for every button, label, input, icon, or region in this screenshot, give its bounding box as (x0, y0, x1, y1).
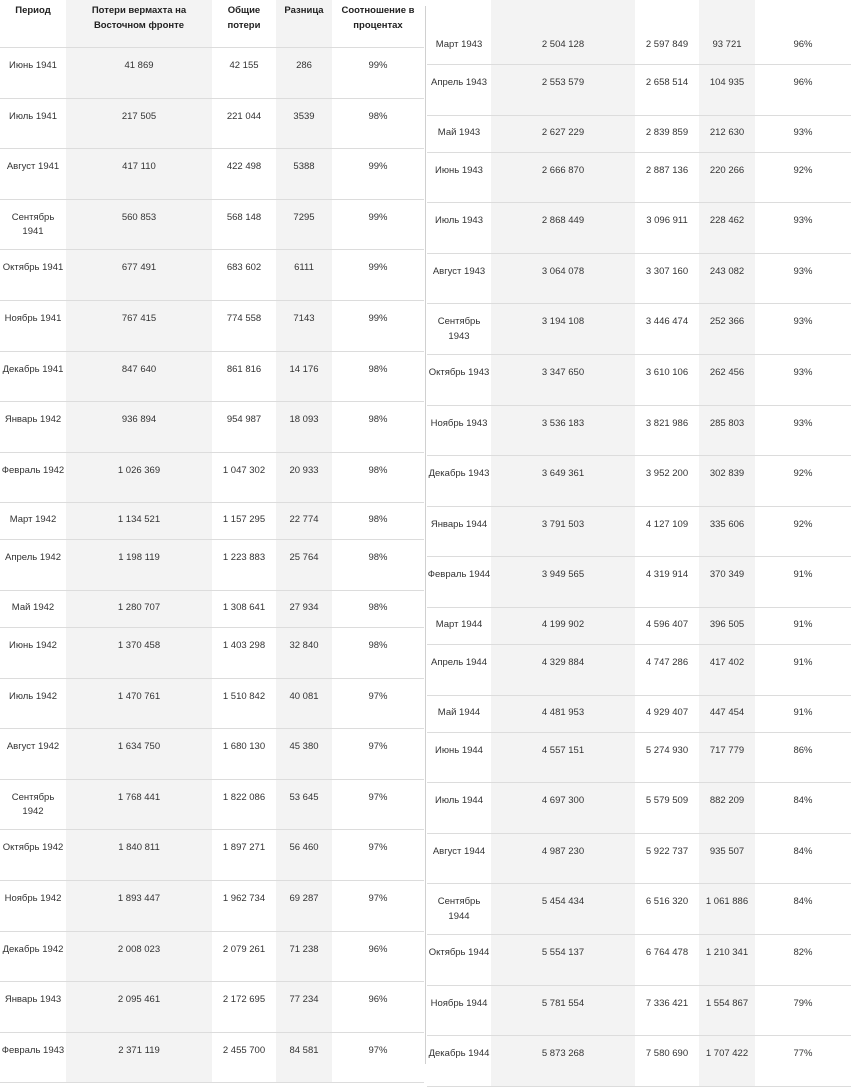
ratio-cell: 98% (368, 414, 388, 426)
losses-table-right (427, 0, 851, 1087)
period-cell: Март 1942 (9, 514, 57, 526)
difference-cell: 6111 (294, 262, 314, 274)
east-losses-cell: 4 697 300 (541, 795, 585, 807)
table-row (0, 503, 424, 540)
ratio-cell: 91% (793, 706, 813, 718)
total-losses-cell: 42 155 (229, 60, 259, 71)
table-row (427, 733, 851, 784)
total-losses-cell: 2 597 849 (645, 39, 689, 50)
difference-cell: 18 093 (289, 414, 319, 426)
east-losses-cell: 3 194 108 (541, 316, 585, 328)
period-cell: Октябрь 1942 (2, 842, 64, 854)
east-losses-cell: 3 536 183 (541, 417, 585, 429)
difference-cell: 3539 (293, 110, 315, 122)
ratio-cell: 98% (368, 552, 388, 564)
total-losses-cell: 2 887 136 (645, 164, 689, 176)
table-row (427, 935, 851, 986)
east-losses-cell: 2 627 229 (541, 126, 585, 138)
difference-cell: 27 934 (289, 602, 319, 613)
east-losses-cell: 560 853 (121, 211, 157, 223)
east-losses-cell: 1 840 811 (118, 842, 160, 854)
ratio-cell: 92% (793, 518, 813, 530)
difference-cell: 252 366 (709, 316, 745, 328)
difference-cell: 104 935 (709, 77, 745, 88)
ratio-cell: 96% (368, 994, 388, 1006)
east-losses-cell: 2 666 870 (541, 164, 585, 176)
east-losses-cell: 1 768 441 (117, 791, 161, 803)
east-losses-cell: 677 491 (121, 262, 157, 274)
east-losses-cell: 3 791 503 (541, 518, 585, 530)
period-cell: Июнь 1941 (9, 60, 57, 71)
ratio-cell: 91% (793, 657, 813, 668)
east-losses-cell: 3 949 565 (541, 569, 585, 581)
difference-cell: 56 460 (289, 842, 319, 854)
total-losses-cell: 954 987 (226, 414, 262, 426)
period-cell: Ноябрь 1941 (4, 313, 62, 324)
east-losses-cell: 2 868 449 (541, 215, 585, 227)
east-losses-cell: 2 553 579 (541, 77, 585, 88)
east-losses-cell: 41 869 (124, 60, 154, 71)
east-losses-cell: 217 505 (121, 110, 157, 122)
ratio-cell: 97% (368, 893, 388, 904)
period-cell: Сентябрь 1944 (437, 896, 481, 922)
table-row (0, 932, 424, 983)
total-losses-cell: 1 962 734 (222, 893, 266, 904)
total-losses-cell: 1 157 295 (222, 514, 266, 526)
table-row (0, 628, 424, 679)
period-cell: Август 1944 (432, 845, 486, 857)
table-row (427, 884, 851, 935)
ratio-cell: 99% (368, 211, 388, 223)
ratio-cell: 77% (793, 1048, 813, 1060)
ratio-cell: 91% (793, 619, 813, 630)
difference-cell: 882 209 (709, 795, 745, 807)
table-row (0, 200, 424, 251)
period-cell: Декабрь 1942 (2, 943, 64, 955)
east-losses-cell: 1 026 369 (117, 464, 161, 476)
table-row (427, 645, 851, 696)
difference-cell: 285 803 (709, 417, 745, 429)
header-east-losses: Потери вермахта на Восточном фронте (91, 5, 187, 31)
difference-cell: 220 266 (709, 164, 745, 176)
ratio-cell: 98% (368, 363, 388, 375)
total-losses-cell: 5 579 509 (645, 795, 689, 807)
period-cell: Январь 1944 (430, 518, 488, 530)
total-losses-cell: 4 127 109 (645, 518, 689, 530)
table-row (427, 608, 851, 645)
ratio-cell: 97% (368, 842, 388, 854)
header-period: Период (15, 5, 51, 16)
table-row (427, 203, 851, 254)
period-cell: Февраль 1943 (1, 1044, 65, 1056)
total-losses-cell: 5 922 737 (645, 845, 689, 857)
period-cell: Август 1942 (6, 741, 60, 753)
period-cell: Февраль 1944 (427, 569, 491, 581)
table-row (427, 28, 851, 65)
total-losses-cell: 4 596 407 (645, 619, 689, 630)
total-losses-cell: 2 839 859 (645, 126, 689, 138)
difference-cell: 262 456 (709, 367, 745, 378)
period-cell: Июль 1942 (8, 690, 57, 702)
total-losses-cell: 3 952 200 (645, 468, 689, 480)
difference-cell: 84 581 (289, 1044, 319, 1056)
difference-cell: 69 287 (289, 893, 319, 904)
period-cell: Август 1941 (6, 161, 60, 173)
period-cell: Ноябрь 1943 (430, 417, 488, 429)
table-row (0, 48, 424, 99)
ratio-cell: 82% (793, 947, 813, 958)
table-row (427, 406, 851, 457)
table-row (0, 453, 424, 504)
table-row (0, 591, 424, 628)
ratio-cell: 86% (793, 744, 813, 756)
difference-cell: 20 933 (289, 464, 319, 476)
difference-cell: 302 839 (709, 468, 745, 480)
ratio-cell: 98% (368, 110, 388, 122)
difference-cell: 93 721 (712, 39, 742, 50)
period-cell: Май 1942 (11, 602, 55, 613)
east-losses-cell: 3 347 650 (541, 367, 585, 378)
header-total-losses: Общие потери (227, 5, 261, 31)
difference-cell: 71 238 (289, 943, 319, 955)
difference-cell: 1 554 867 (705, 997, 749, 1009)
table-row (427, 304, 851, 355)
east-losses-cell: 1 893 447 (117, 893, 161, 904)
period-cell: Июль 1941 (8, 110, 57, 122)
east-losses-cell: 2 095 461 (117, 994, 161, 1006)
ratio-cell: 98% (368, 640, 388, 651)
ratio-cell: 93% (793, 265, 813, 277)
total-losses-cell: 1 897 271 (222, 842, 266, 854)
table-row (0, 881, 424, 932)
ratio-cell: 84% (793, 896, 813, 908)
period-cell: Апрель 1943 (431, 77, 487, 88)
column-divider (425, 6, 426, 1064)
total-losses-cell: 3 096 911 (646, 215, 688, 227)
period-cell: Ноябрь 1942 (4, 893, 62, 904)
east-losses-cell: 4 329 884 (541, 657, 585, 668)
period-cell: Октябрь 1941 (2, 262, 64, 274)
difference-cell: 7295 (293, 211, 315, 223)
losses-table-left (0, 0, 424, 1083)
east-losses-cell: 936 894 (121, 414, 157, 426)
total-losses-cell: 2 172 695 (222, 994, 266, 1006)
east-losses-cell: 5 873 268 (541, 1048, 585, 1060)
east-losses-cell: 1 280 707 (117, 602, 161, 613)
period-cell: Август 1943 (432, 265, 486, 277)
ratio-cell: 96% (793, 39, 813, 50)
total-losses-cell: 422 498 (226, 161, 262, 173)
total-losses-cell: 4 319 914 (645, 569, 689, 581)
header-ratio: Соотношение в процентах (341, 5, 415, 31)
east-losses-cell: 5 554 137 (541, 947, 585, 958)
table-row (427, 696, 851, 733)
total-losses-cell: 3 610 106 (645, 367, 689, 378)
ratio-cell: 93% (793, 417, 813, 429)
east-losses-cell: 2 371 119 (118, 1044, 160, 1056)
period-cell: Июль 1944 (434, 795, 483, 807)
ratio-cell: 92% (793, 468, 813, 480)
period-cell: Май 1943 (437, 126, 481, 138)
table-row (0, 982, 424, 1033)
east-losses-cell: 1 634 750 (117, 741, 161, 753)
table-row (427, 557, 851, 608)
total-losses-cell: 3 821 986 (645, 417, 689, 429)
period-cell: Апрель 1944 (431, 657, 487, 668)
difference-cell: 396 505 (709, 619, 745, 630)
total-losses-cell: 1 680 130 (222, 741, 266, 753)
total-losses-cell: 1 223 883 (222, 552, 266, 564)
ratio-cell: 91% (793, 569, 813, 581)
total-losses-cell: 2 079 261 (222, 943, 266, 955)
ratio-cell: 96% (368, 943, 388, 955)
period-cell: Июнь 1943 (435, 164, 483, 176)
ratio-cell: 98% (368, 602, 388, 613)
table-row (427, 65, 851, 116)
table-row (427, 783, 851, 834)
table-row (0, 729, 424, 780)
difference-cell: 228 462 (709, 215, 745, 227)
total-losses-cell: 221 044 (226, 110, 262, 122)
difference-cell: 286 (296, 60, 312, 71)
difference-cell: 212 630 (709, 126, 745, 138)
ratio-cell: 84% (793, 845, 813, 857)
ratio-cell: 93% (793, 316, 813, 328)
ratio-cell: 97% (368, 1044, 388, 1056)
period-cell: Июль 1943 (434, 215, 483, 227)
table-row (0, 540, 424, 591)
east-losses-cell: 5 454 434 (541, 896, 585, 908)
east-losses-cell: 767 415 (121, 313, 157, 324)
period-cell: Апрель 1942 (5, 552, 61, 564)
total-losses-cell: 2 455 700 (222, 1044, 266, 1056)
total-losses-cell: 7 336 421 (645, 997, 689, 1009)
east-losses-cell: 2 504 128 (541, 39, 585, 50)
ratio-cell: 84% (793, 795, 813, 807)
period-cell: Октябрь 1943 (428, 367, 490, 378)
total-losses-cell: 2 658 514 (645, 77, 689, 88)
ratio-cell: 99% (368, 262, 388, 274)
period-cell: Сентябрь 1942 (11, 791, 55, 818)
table-row (0, 780, 424, 831)
period-cell: Декабрь 1943 (428, 468, 490, 480)
ratio-cell: 98% (368, 514, 388, 526)
table-row (0, 352, 424, 403)
header-difference: Разница (284, 5, 324, 16)
table-row (0, 830, 424, 881)
difference-cell: 1 061 886 (705, 896, 749, 908)
period-cell: Декабрь 1944 (428, 1048, 490, 1060)
ratio-cell: 92% (793, 164, 813, 176)
difference-cell: 1 210 341 (705, 947, 749, 958)
difference-cell: 5388 (293, 161, 315, 173)
ratio-cell: 93% (793, 215, 813, 227)
difference-cell: 335 606 (709, 518, 745, 530)
table-row (427, 254, 851, 305)
table-row (427, 456, 851, 507)
ratio-cell: 93% (793, 367, 813, 378)
ratio-cell: 96% (793, 77, 813, 88)
difference-cell: 53 645 (289, 791, 319, 803)
total-losses-cell: 1 047 302 (222, 464, 266, 476)
total-losses-cell: 6 516 320 (645, 896, 689, 908)
difference-cell: 370 349 (709, 569, 745, 581)
east-losses-cell: 5 781 554 (541, 997, 585, 1009)
east-losses-cell: 2 008 023 (117, 943, 161, 955)
east-losses-cell: 1 198 119 (118, 552, 160, 564)
east-losses-cell: 3 649 361 (541, 468, 585, 480)
east-losses-cell: 4 199 902 (541, 619, 585, 630)
east-losses-cell: 847 640 (121, 363, 157, 375)
difference-cell: 25 764 (289, 552, 319, 564)
period-cell: Июнь 1942 (9, 640, 57, 651)
total-losses-cell: 4 747 286 (645, 657, 689, 668)
period-cell: Июнь 1944 (435, 744, 483, 756)
ratio-cell: 99% (368, 161, 388, 173)
total-losses-cell: 7 580 690 (645, 1048, 689, 1060)
total-losses-cell: 1 510 842 (222, 690, 266, 702)
table-row (0, 149, 424, 200)
period-cell: Март 1944 (435, 619, 483, 630)
total-losses-cell: 1 403 298 (222, 640, 266, 651)
total-losses-cell: 683 602 (226, 262, 262, 274)
difference-cell: 40 081 (289, 690, 319, 702)
total-losses-cell: 861 816 (226, 363, 262, 375)
ratio-cell: 97% (368, 791, 388, 803)
table-row (427, 986, 851, 1037)
east-losses-cell: 4 557 151 (541, 744, 585, 756)
difference-cell: 243 082 (709, 265, 745, 277)
period-cell: Декабрь 1941 (2, 363, 64, 375)
ratio-cell: 93% (793, 126, 813, 138)
total-losses-cell: 3 307 160 (645, 265, 689, 277)
east-losses-cell: 1 470 761 (117, 690, 161, 702)
difference-cell: 417 402 (709, 657, 745, 668)
period-cell: Январь 1942 (4, 414, 62, 426)
table-row (0, 301, 424, 352)
difference-cell: 22 774 (289, 514, 319, 526)
table-row (0, 99, 424, 150)
period-cell: Сентябрь 1941 (11, 211, 55, 238)
east-losses-cell: 4 987 230 (541, 845, 585, 857)
total-losses-cell: 774 558 (226, 313, 262, 324)
ratio-cell: 98% (368, 464, 388, 476)
period-cell: Май 1944 (437, 706, 481, 718)
difference-cell: 447 454 (709, 706, 745, 718)
ratio-cell: 99% (368, 60, 388, 71)
period-cell: Февраль 1942 (1, 464, 65, 476)
total-losses-cell: 4 929 407 (645, 706, 689, 718)
period-cell: Ноябрь 1944 (430, 997, 488, 1009)
total-losses-cell: 1 822 086 (222, 791, 266, 803)
table-row (427, 355, 851, 406)
period-cell: Сентябрь 1943 (437, 316, 481, 342)
difference-cell: 7143 (293, 313, 315, 324)
ratio-cell: 97% (368, 690, 388, 702)
difference-cell: 32 840 (289, 640, 319, 651)
east-losses-cell: 1 134 521 (117, 514, 161, 526)
table-row (427, 834, 851, 885)
table-row (0, 402, 424, 453)
table-row (427, 1036, 851, 1087)
period-cell: Октябрь 1944 (428, 947, 490, 958)
difference-cell: 77 234 (289, 994, 319, 1006)
table-row (0, 679, 424, 730)
east-losses-cell: 1 370 458 (117, 640, 161, 651)
table-row (0, 1033, 424, 1084)
east-losses-cell: 417 110 (122, 161, 156, 173)
table-row (427, 153, 851, 204)
table-header-row (0, 0, 424, 48)
difference-cell: 935 507 (709, 845, 745, 857)
difference-cell: 45 380 (289, 741, 319, 753)
total-losses-cell: 1 308 641 (222, 602, 266, 613)
table-row (427, 116, 851, 153)
ratio-cell: 97% (368, 741, 388, 753)
difference-cell: 14 176 (289, 363, 319, 375)
east-losses-cell: 4 481 953 (541, 706, 585, 718)
table-row (427, 507, 851, 558)
total-losses-cell: 568 148 (226, 211, 262, 223)
total-losses-cell: 6 764 478 (645, 947, 689, 958)
total-losses-cell: 3 446 474 (645, 316, 689, 328)
east-losses-cell: 3 064 078 (541, 265, 585, 277)
period-cell: Март 1943 (435, 39, 483, 50)
difference-cell: 1 707 422 (705, 1048, 749, 1060)
difference-cell: 717 779 (709, 744, 745, 756)
ratio-cell: 79% (793, 997, 813, 1009)
table-row (0, 250, 424, 301)
ratio-cell: 99% (368, 313, 388, 324)
total-losses-cell: 5 274 930 (645, 744, 689, 756)
period-cell: Январь 1943 (4, 994, 62, 1006)
